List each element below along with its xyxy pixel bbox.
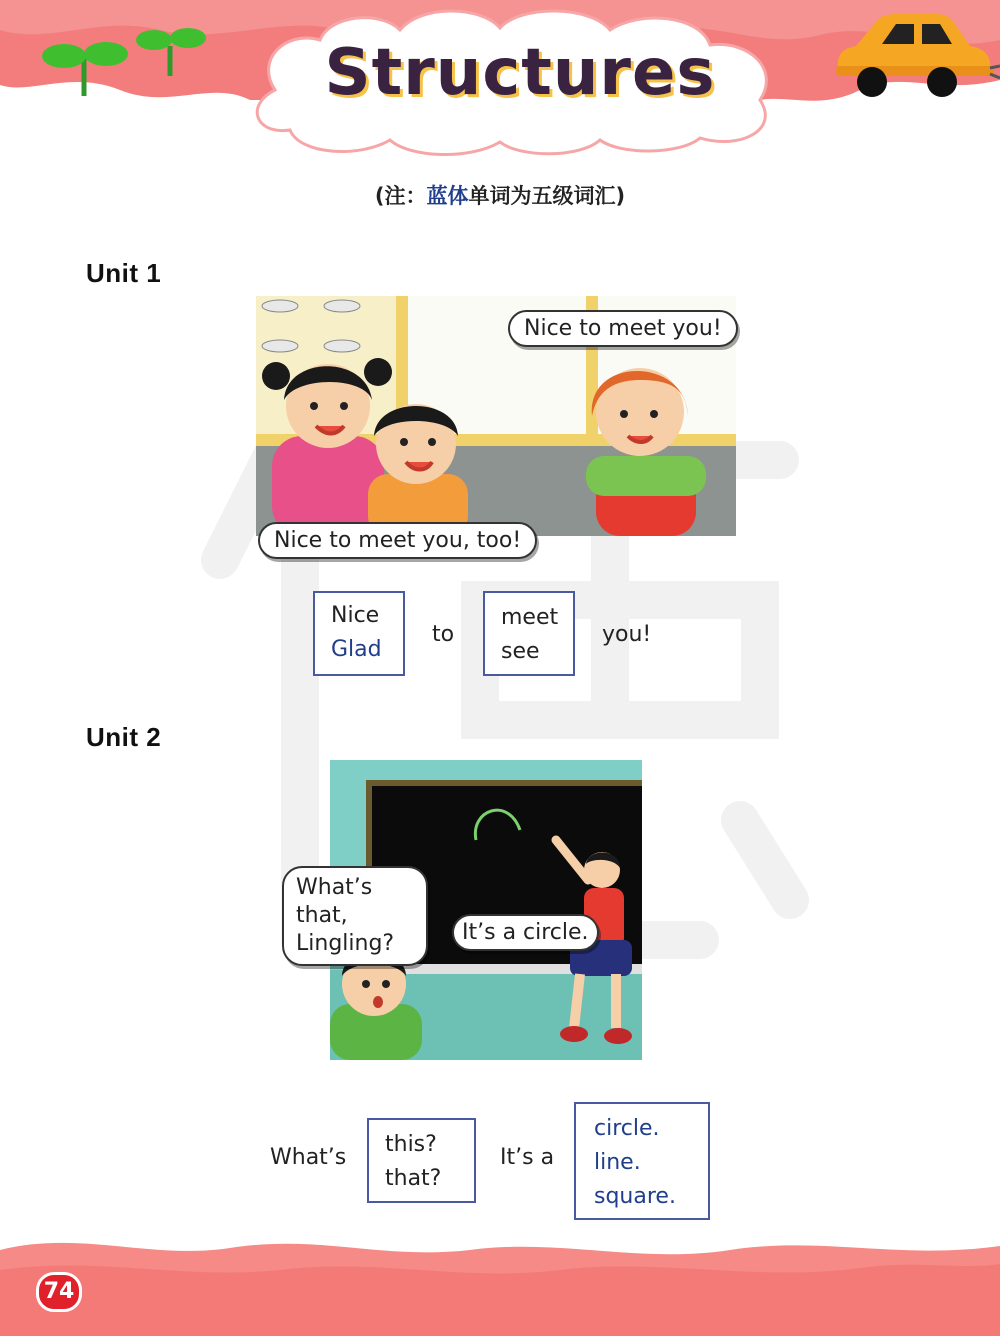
- speech-bubble-answer: It’s a circle.: [452, 914, 599, 951]
- box-word-this: this?: [385, 1132, 437, 1157]
- box-word-see: see: [501, 639, 540, 664]
- page-number: 74: [36, 1272, 82, 1312]
- pattern-word-you: you!: [602, 622, 652, 647]
- unit-1-heading: Unit 1: [86, 258, 162, 288]
- box-word-square: square.: [594, 1184, 676, 1209]
- note-blue-word: 蓝体: [426, 184, 469, 208]
- question-line-1: What’s that,: [296, 875, 373, 928]
- substitution-box-pronoun: [367, 1118, 476, 1203]
- unit-2-heading: Unit 2: [86, 722, 162, 752]
- substitution-box-adjective: [313, 591, 405, 676]
- substitution-box-verb: [483, 591, 575, 676]
- box-word-nice: Nice: [331, 603, 380, 628]
- pattern-word-its-a: It’s a: [500, 1145, 555, 1170]
- box-word-meet: meet: [501, 605, 559, 630]
- question-line-2: Lingling?: [296, 931, 395, 956]
- vocabulary-note: [0, 180, 1000, 210]
- page-title: Structures: [324, 36, 716, 110]
- note-suffix: 单词为五级词汇): [468, 184, 626, 208]
- pattern-word-to: to: [432, 622, 455, 647]
- note-prefix: (注：: [374, 184, 427, 208]
- footer-wave: [0, 1220, 1000, 1336]
- speech-bubble-greeting: Nice to meet you!: [508, 310, 738, 347]
- speech-bubble-reply: Nice to meet you, too!: [258, 522, 537, 559]
- toy-car-icon: [832, 8, 1000, 100]
- box-word-line: line.: [594, 1150, 641, 1175]
- box-word-glad: Glad: [331, 637, 382, 662]
- speech-bubble-question: [282, 866, 428, 966]
- sprout-icon: [38, 18, 218, 98]
- substitution-box-shape: [574, 1102, 710, 1220]
- pattern-word-whats: What’s: [270, 1145, 347, 1170]
- box-word-circle: circle.: [594, 1116, 660, 1141]
- box-word-that: that?: [385, 1166, 442, 1191]
